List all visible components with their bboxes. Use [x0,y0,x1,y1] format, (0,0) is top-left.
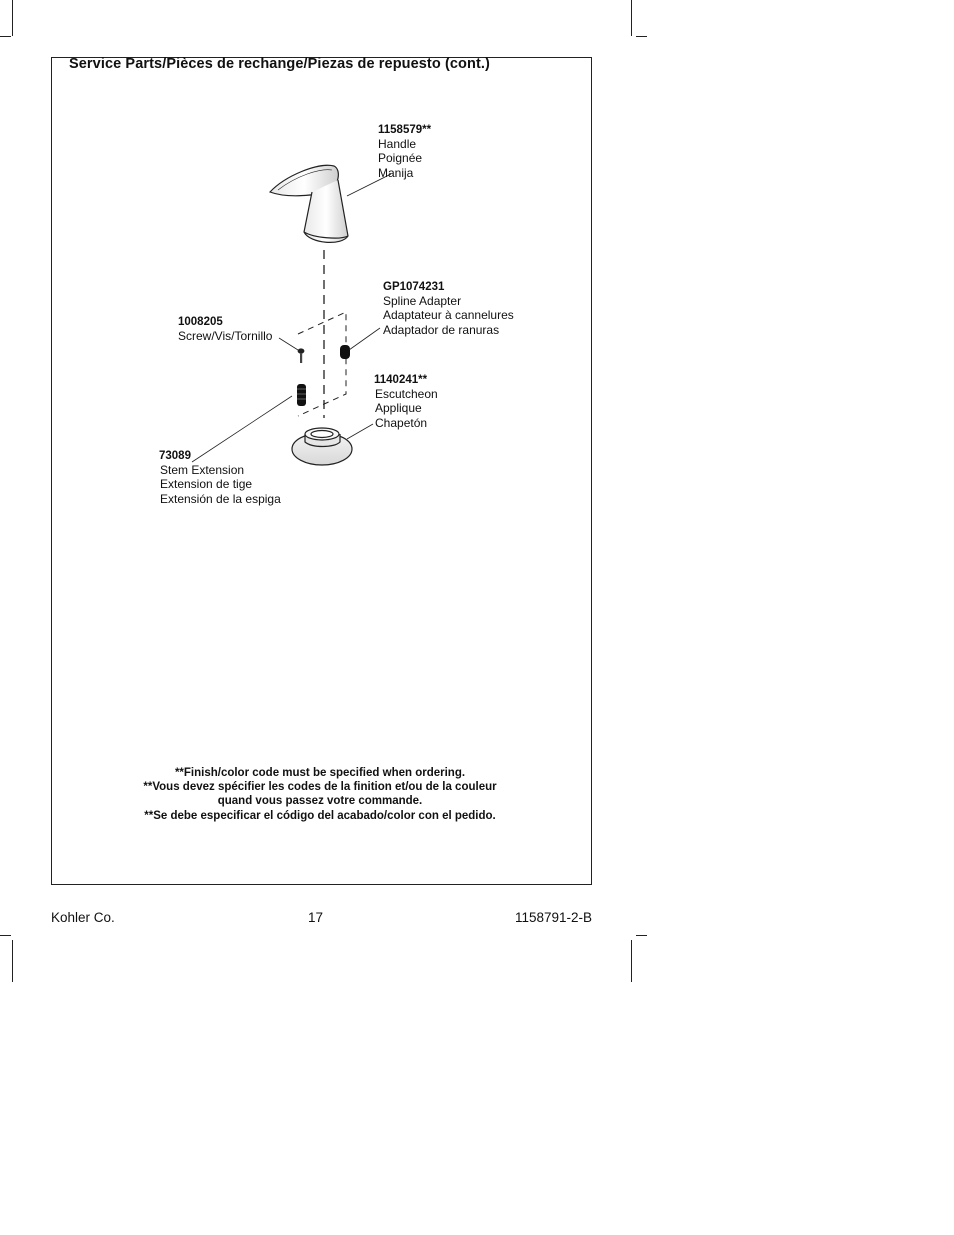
handle-part [270,165,348,242]
part-label-fr: Adaptateur à cannelures [383,308,514,323]
part-label: Screw/Vis/Tornillo [178,329,273,344]
callout-stem-extension [159,449,281,506]
spline-adapter-part [340,345,350,359]
part-label-en: Escutcheon [375,387,438,402]
callout-handle [378,123,431,180]
note-line: quand vous passez votre commande. [217,795,423,808]
part-label-es: Chapetón [375,415,428,430]
part-number: 1008205 [178,316,223,328]
callout-spline-adapter [383,280,514,337]
part-number: 1140241** [374,374,428,386]
callout-escutcheon [374,373,438,430]
part-label-fr: Poignée [378,151,423,166]
part-label-es: Adaptador de ranuras [383,322,500,337]
part-label-en: Spline Adapter [383,294,462,309]
stem-extension-part [297,384,306,406]
ordering-notes [100,766,540,823]
part-label-es: Manija [378,165,414,180]
escutcheon-part [292,428,352,465]
callout-screw [178,315,272,343]
part-label-fr: Applique [375,401,422,416]
part-label-es: Extensión de la espiga [160,491,281,506]
note-line: **Vous devez spécifier les codes de la finition et/ou de la couleur [143,781,497,794]
footer-doc-number: 1158791-2-B [514,910,592,925]
part-label-en: Handle [378,137,417,152]
part-label-fr: Extension de tige [160,477,253,492]
part-label-en: Stem Extension [160,463,245,478]
note-line: **Se debe especificar el código del acabado/color con el pedido. [144,809,496,822]
part-number: 1158579** [378,124,432,136]
page-title: Service Parts/Pièces de rechange/Piezas de repuesto (cont.) [69,56,490,72]
note-line: **Finish/color code must be specified when ordering. [174,767,466,779]
screw-part [298,348,305,363]
footer-page-number: 17 [308,910,324,925]
part-number: 73089 [159,450,191,462]
footer-company: Kohler Co. [51,910,115,925]
part-number: GP1074231 [383,281,445,293]
